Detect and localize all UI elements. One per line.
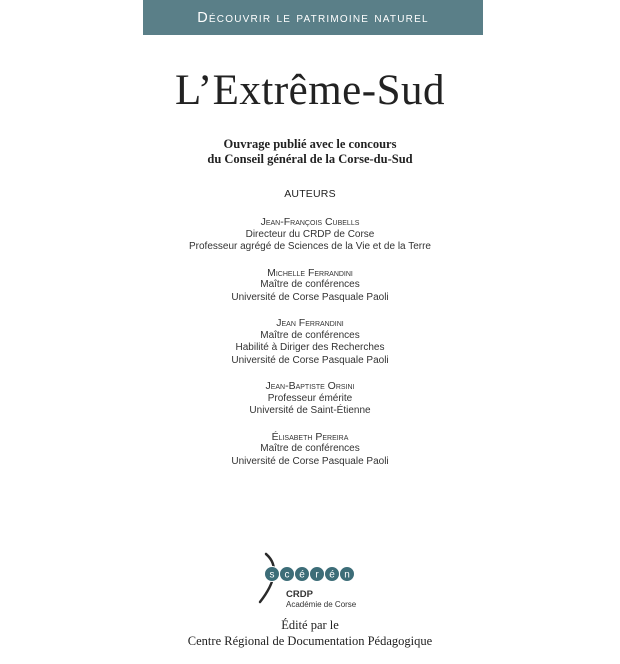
- author-entry: [0, 216, 620, 254]
- subtitle: [0, 137, 620, 167]
- logo-letter: r: [315, 569, 319, 581]
- publisher-credit: [0, 617, 620, 649]
- author-entry: [0, 267, 620, 305]
- author-entry: [0, 317, 620, 367]
- author-line: Université de Corse Pasquale Paoli: [231, 291, 389, 303]
- author-name: Jean-François Cubells: [260, 216, 360, 228]
- logo-letter: c: [284, 569, 290, 581]
- author-line: Maître de conférences: [260, 279, 360, 290]
- subtitle-line-1: Ouvrage publié avec le concours: [223, 137, 397, 151]
- logo-letter: n: [344, 569, 350, 581]
- crdp-label: CRDP: [286, 589, 313, 600]
- author-line: Université de Corse Pasquale Paoli: [231, 354, 389, 366]
- author-name: Élisabeth Pereira: [271, 430, 349, 443]
- author-line: Professeur émérite: [267, 392, 353, 404]
- logo-letter: é: [329, 569, 335, 581]
- author-line: Maître de conférences: [260, 329, 360, 341]
- author-line: Professeur agrégé de Sciences de la Vie et de la Terre: [188, 241, 431, 252]
- academie-label: Académie de Corse: [286, 600, 357, 609]
- logo-letter: s: [269, 569, 275, 581]
- author-line: Habilité à Diriger des Recherches: [235, 342, 385, 353]
- book-title: L’Extrême-Sud: [174, 67, 446, 114]
- subtitle-line-2: du Conseil général de la Corse-du-Sud: [207, 152, 413, 166]
- author-name: Jean Ferrandini: [276, 317, 344, 329]
- logo-letter: é: [299, 569, 305, 581]
- author-name: Jean-Baptiste Orsini: [265, 380, 355, 392]
- author-entry: [0, 380, 620, 418]
- author-line: Université de Corse Pasquale Paoli: [231, 455, 389, 467]
- authors-list: [0, 216, 620, 481]
- edited-by-line: Édité par le: [281, 618, 339, 632]
- series-banner: [143, 0, 483, 35]
- author-line: Directeur du CRDP de Corse: [245, 228, 375, 240]
- author-line: Université de Saint-Étienne: [249, 405, 371, 416]
- series-banner-text: Découvrir le patrimoine naturel: [197, 9, 429, 26]
- author-line: Maître de conférences: [260, 443, 360, 454]
- author-entry: [0, 431, 620, 469]
- authors-heading: AUTEURS: [284, 188, 336, 200]
- publisher-name: Centre Régional de Documentation Pédagogique: [187, 634, 433, 648]
- author-name: Michelle Ferrandini: [267, 266, 353, 279]
